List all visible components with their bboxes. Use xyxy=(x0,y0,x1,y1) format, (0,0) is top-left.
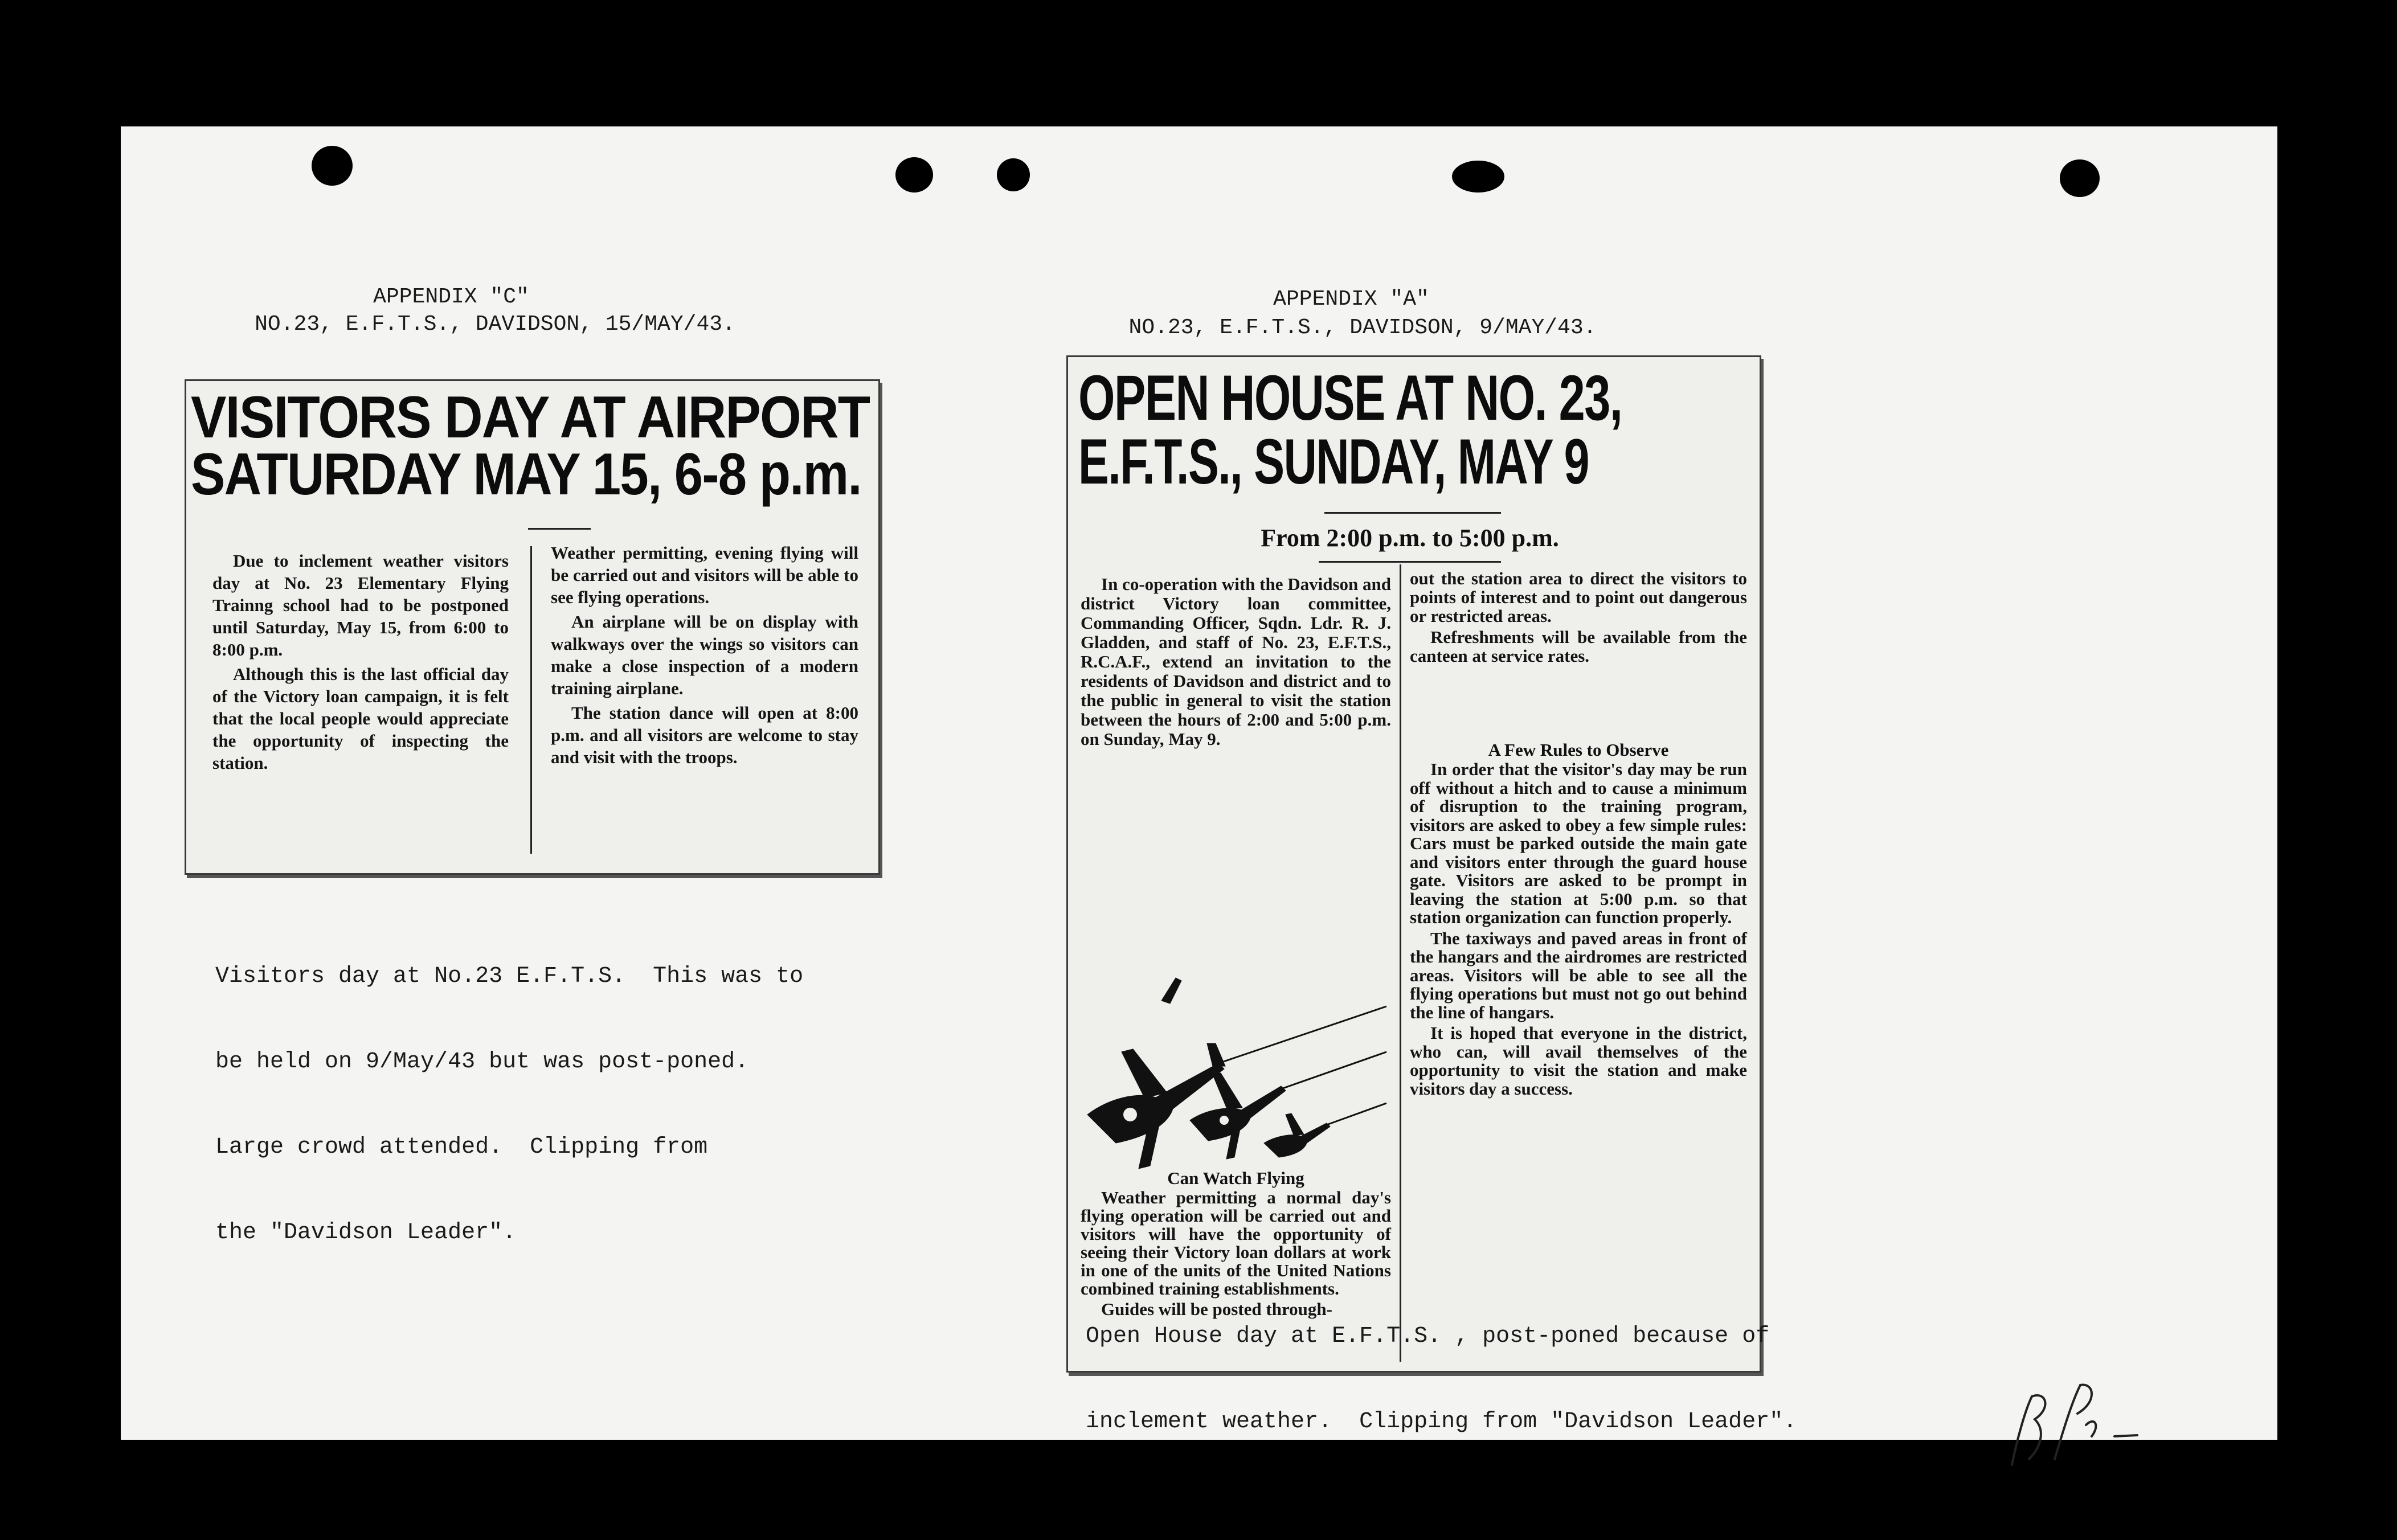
left-clip-paragraph: Weather permitting, evening flying will be carried out and visitors will be able to see flying operations. xyxy=(551,543,858,607)
right-section-heading-few-rules: A Few Rules to Observe xyxy=(1488,740,1669,760)
left-column-divider xyxy=(530,546,532,854)
right-headline-line2: E.F.T.S., SUNDAY, MAY 9 xyxy=(1078,426,1589,497)
left-caption-line: Large crowd attended. Clipping from xyxy=(215,1134,708,1160)
punch-hole-icon xyxy=(997,158,1030,191)
right-caption-line: inclement weather. Clipping from "Davidson Leader". xyxy=(1086,1409,1797,1435)
right-newspaper-clipping xyxy=(1066,355,1761,1373)
left-headline-rule xyxy=(528,528,591,530)
right-headline-rule-bottom xyxy=(1319,561,1501,563)
left-headline-line1: VISITORS DAY AT AIRPORT xyxy=(191,384,870,450)
left-clip-paragraph: Although this is the last official day of the Victory loan campaign, it is felt that the local people would appreciate the opportunity of inspecting the station. xyxy=(212,664,509,773)
left-clip-paragraph: The station dance will open at 8:00 p.m. and all visitors are welcome to stay and visit with the troops. xyxy=(551,703,858,767)
airplane-formation-illustration-icon xyxy=(1076,927,1395,1177)
right-clip-paragraph: Guides will be posted through- xyxy=(1101,1299,1332,1319)
punch-hole-icon xyxy=(1452,161,1504,192)
right-headline-line1: OPEN HOUSE AT NO. 23, xyxy=(1078,362,1622,433)
punch-hole-icon xyxy=(895,157,933,192)
left-caption-line: the "Davidson Leader". xyxy=(215,1220,517,1246)
right-clip-paragraph: The taxiways and paved areas in front of the hangars and the airdromes are restricted areas. Visitors will be able to see all the flying operations but must not go out behind the line of hangars. xyxy=(1410,928,1747,1022)
right-section-heading-can-watch-flying: Can Watch Flying xyxy=(1167,1168,1304,1188)
right-clip-paragraph: It is hoped that everyone in the district, who can, will avail themselves of the opportunity to visit the station and make visitors day a success. xyxy=(1410,1023,1747,1099)
right-clip-paragraph: Weather permitting a normal day's flying operation will be carried out and visitors will have the opportunity of seeing their Victory loan dollars at work in one of the units of the United Nations combined training establishments. xyxy=(1081,1187,1391,1299)
right-caption xyxy=(1086,1265,1797,1493)
left-appendix-ref: NO.23, E.F.T.S., DAVIDSON, 15/MAY/43. xyxy=(255,312,735,337)
document-sheet xyxy=(121,126,2277,1440)
right-clip-paragraph: In co-operation with the Davidson and district Victory loan committee, Commanding Officer, Sqdn. Ldr. R. J. Gladden, and staff of No. 23, E.F.T.S., R.C.A.F., extend an invitation to the residents of Davidson and district and to the public in general to visit the station between the hours of 2:00 and 5:00 p.m. on Sunday, May 9. xyxy=(1081,574,1391,749)
handwritten-initials-icon xyxy=(2001,1362,2149,1476)
right-clip-paragraph: In order that the visitor's day may be run off without a hitch and to cause a minimum of disruption to the training program, visitors are asked to obey a few simple rules: Cars must be parked outside the main gate and visitors enter through the guard house gate. Visitors are asked to be prompt in leaving the station at 5:00 p.m. so that station organization can function properly. xyxy=(1410,759,1747,927)
right-headline-rule-top xyxy=(1324,512,1501,514)
right-clip-column-2-top xyxy=(1410,569,1747,667)
right-appendix-label: APPENDIX "A" xyxy=(1273,287,1429,312)
left-caption xyxy=(215,906,803,1304)
right-clip-paragraph: out the station area to direct the visitors to points of interest and to point out dangerous or restricted areas. xyxy=(1410,568,1747,626)
right-subheadline: From 2:00 p.m. to 5:00 p.m. xyxy=(1261,524,1559,552)
right-caption-line: Open House day at E.F.T.S. , post-poned because of xyxy=(1086,1324,1770,1349)
left-caption-line: be held on 9/May/43 but was post-poned. xyxy=(215,1049,749,1075)
left-newspaper-clipping xyxy=(185,379,880,875)
left-clip-paragraph: An airplane will be on display with walkways over the wings so visitors can make a close inspection of a modern training airplane. xyxy=(551,612,858,698)
right-clip-column-2-bottom xyxy=(1410,760,1747,1100)
right-clip-column-1-top xyxy=(1081,575,1391,751)
right-appendix-ref: NO.23, E.F.T.S., DAVIDSON, 9/MAY/43. xyxy=(1128,316,1597,340)
right-column-divider xyxy=(1400,564,1401,1362)
right-clip-paragraph: Refreshments will be available from the canteen at service rates. xyxy=(1410,627,1747,666)
left-caption-line: Visitors day at No.23 E.F.T.S. This was to xyxy=(215,964,804,989)
left-clip-paragraph: Due to inclement weather visitors day at No. 23 Elementary Flying Trainng school had to be postponed until Saturday, May 15, from 6:00 to 8:00 p.m. xyxy=(212,551,509,660)
left-clip-column-2 xyxy=(551,542,858,771)
punch-hole-icon xyxy=(2060,159,2100,197)
punch-hole-icon xyxy=(312,146,353,186)
left-headline-line2: SATURDAY MAY 15, 6-8 p.m. xyxy=(191,441,861,507)
left-appendix-label: APPENDIX "C" xyxy=(373,285,529,309)
left-clip-column-1 xyxy=(212,550,509,776)
